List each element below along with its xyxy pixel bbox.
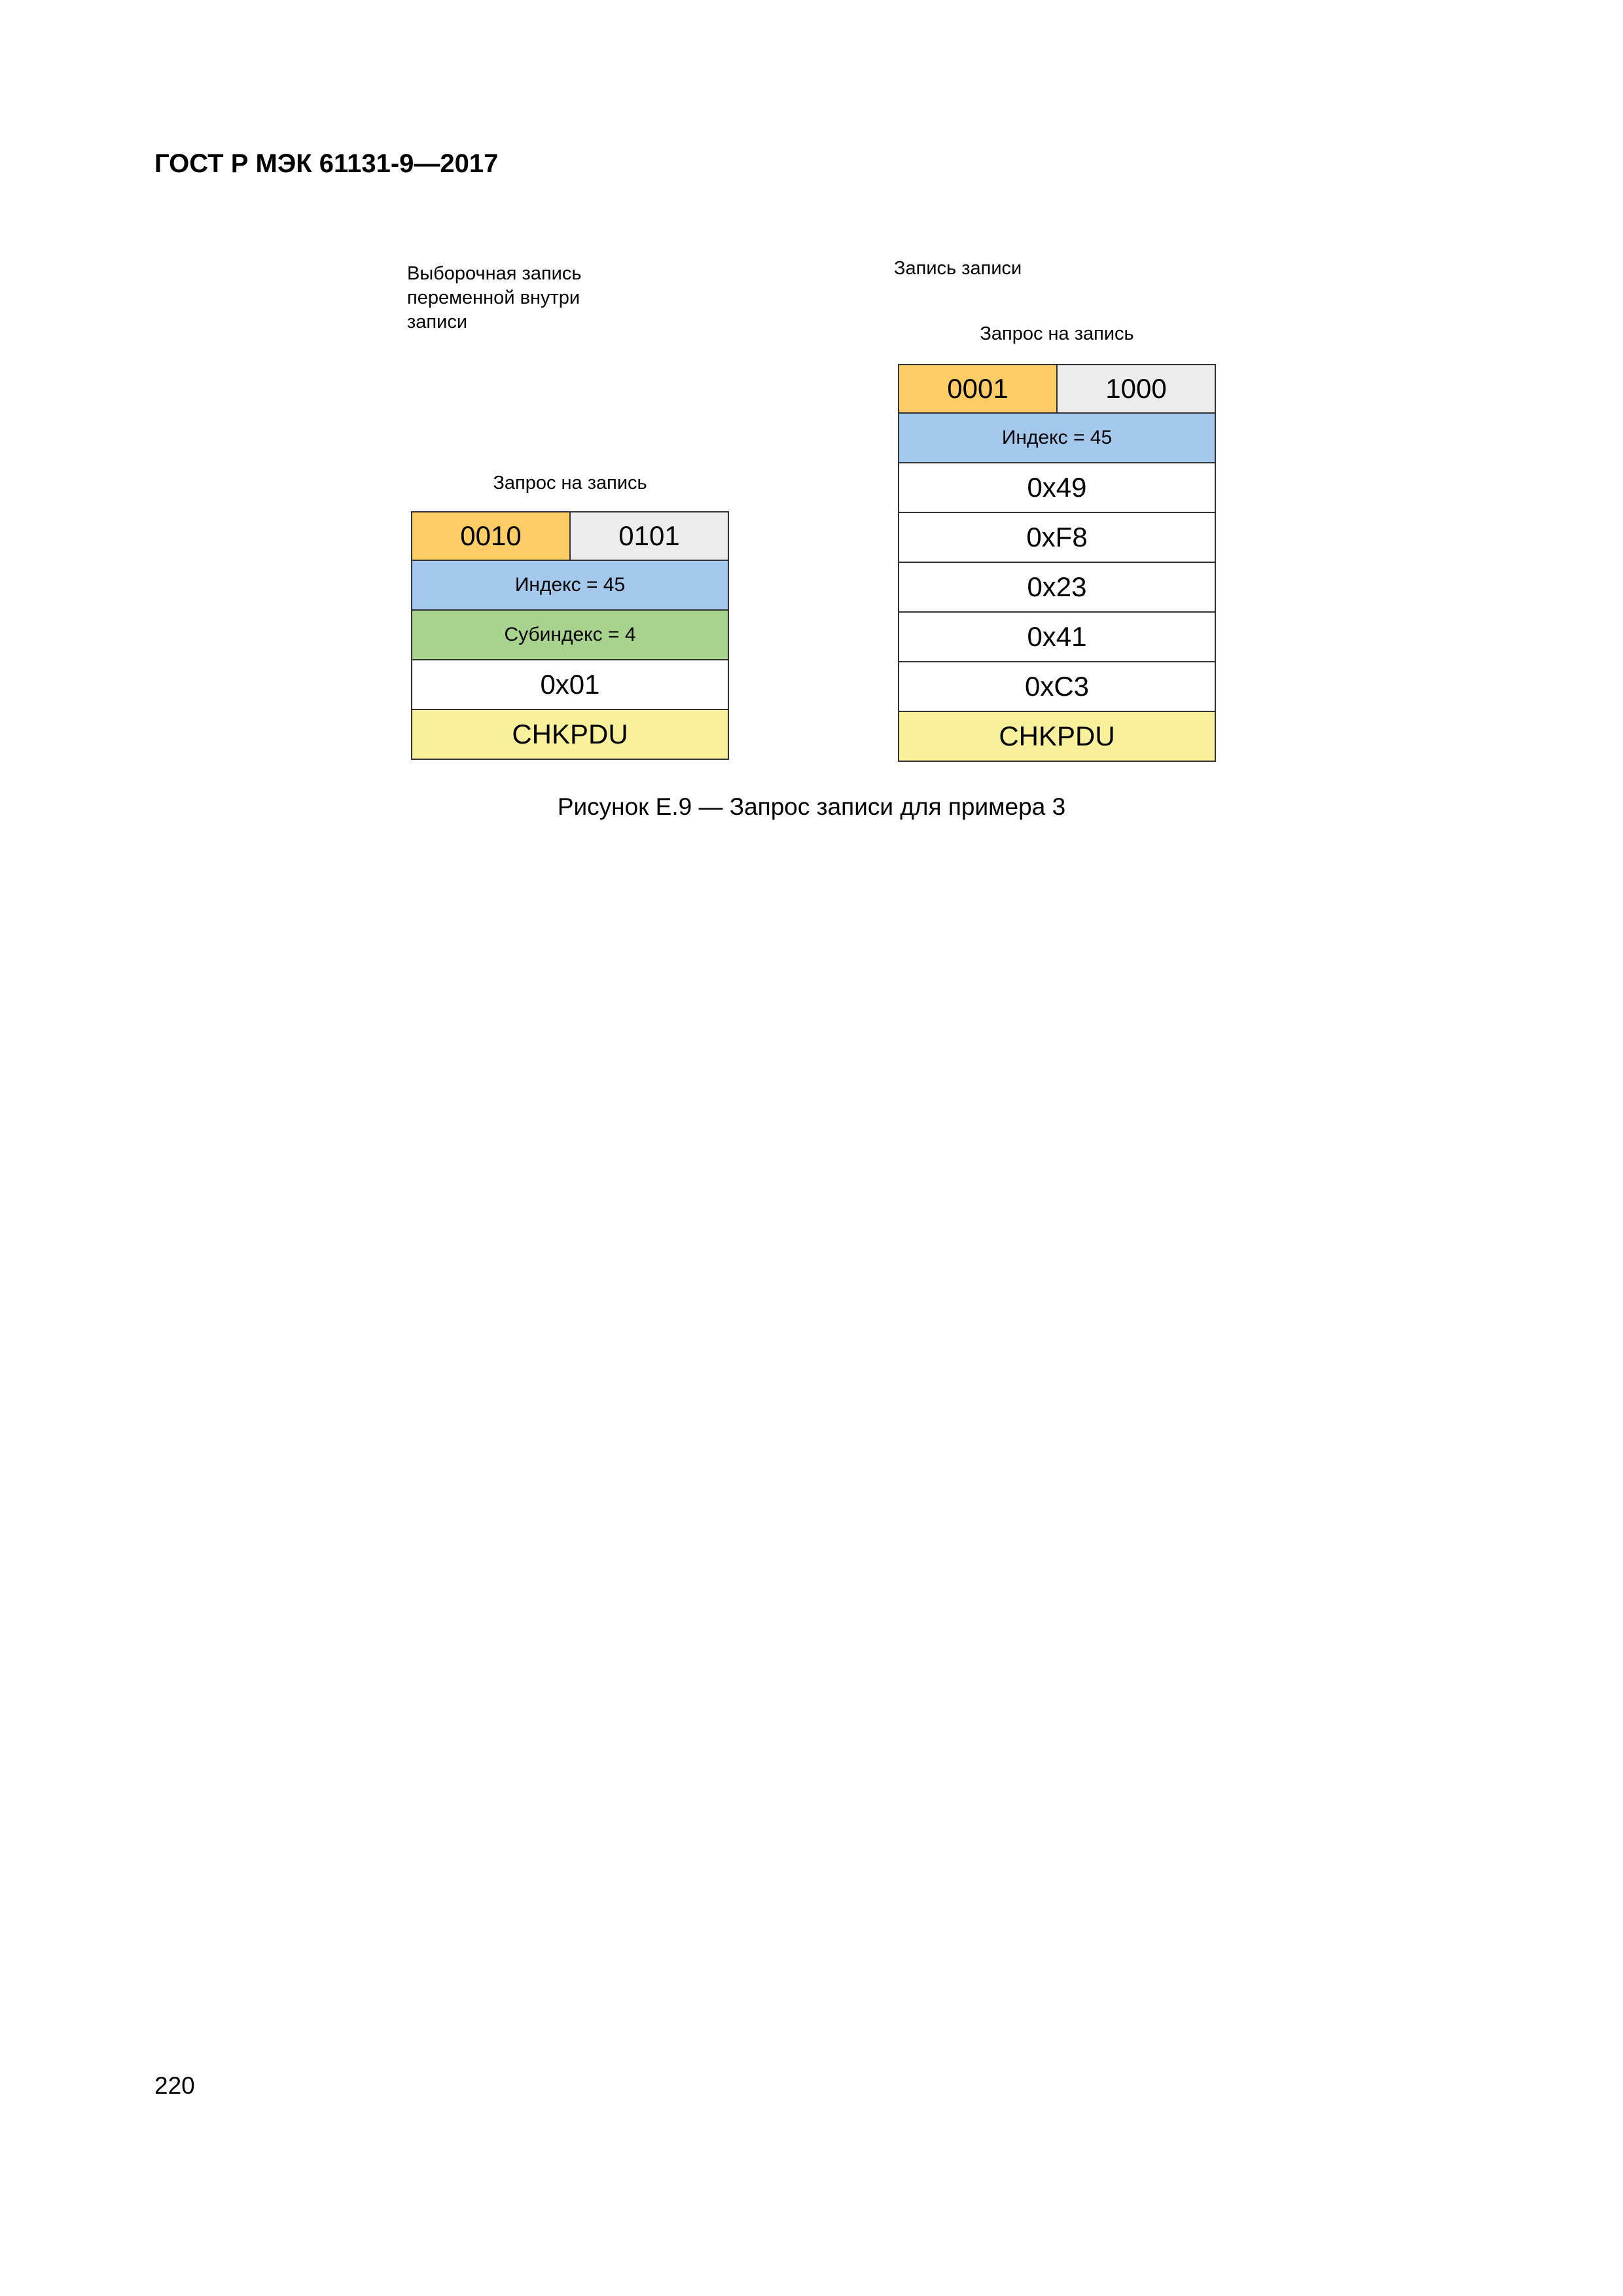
frame-length-cell: 0101 (569, 512, 728, 560)
right-request-frame (898, 364, 1216, 762)
frame-data-cell: 0x01 (412, 660, 728, 709)
frame-data-row (898, 662, 1216, 712)
frame-length-cell: 1000 (1056, 365, 1215, 412)
left-request-label: Запрос на запись (493, 473, 647, 493)
frame-data-row (898, 513, 1216, 563)
left-description-line: Выборочная запись (407, 263, 582, 284)
left-description-line: записи (407, 312, 468, 332)
left-request-frame (411, 511, 729, 760)
frame-data-cell: 0xC3 (899, 662, 1215, 711)
page-number: 220 (154, 2072, 195, 2099)
figure-caption: Рисунок Е.9 — Запрос записи для примера 3 (557, 793, 1066, 820)
frame-data-cell: 0x49 (899, 463, 1215, 512)
right-request-label: Запрос на запись (980, 323, 1134, 344)
frame-data-row (898, 463, 1216, 513)
frame-checksum-row (411, 710, 729, 760)
frame-index-cell: Индекс = 45 (899, 414, 1215, 462)
frame-checksum-cell: CHKPDU (899, 712, 1215, 761)
frame-data-cell: 0x23 (899, 563, 1215, 611)
right-diagram-description: Запись записи (894, 258, 1022, 279)
document-header: ГОСТ Р МЭК 61131-9—2017 (154, 149, 499, 178)
frame-type-cell: 0001 (899, 365, 1056, 412)
frame-subindex-row (411, 611, 729, 660)
frame-data-row (898, 563, 1216, 613)
frame-header-row (898, 364, 1216, 414)
frame-data-row (411, 660, 729, 710)
left-diagram-description (407, 262, 582, 334)
frame-index-row (898, 414, 1216, 463)
frame-data-cell: 0x41 (899, 613, 1215, 661)
frame-index-row (411, 561, 729, 611)
frame-type-cell: 0010 (412, 512, 569, 560)
frame-data-row (898, 613, 1216, 662)
frame-index-cell: Индекс = 45 (412, 561, 728, 609)
frame-checksum-cell: CHKPDU (412, 710, 728, 759)
frame-header-row (411, 511, 729, 561)
frame-subindex-cell: Субиндекс = 4 (412, 611, 728, 659)
frame-checksum-row (898, 712, 1216, 762)
frame-data-cell: 0xF8 (899, 513, 1215, 562)
left-description-line: переменной внутри (407, 287, 580, 308)
